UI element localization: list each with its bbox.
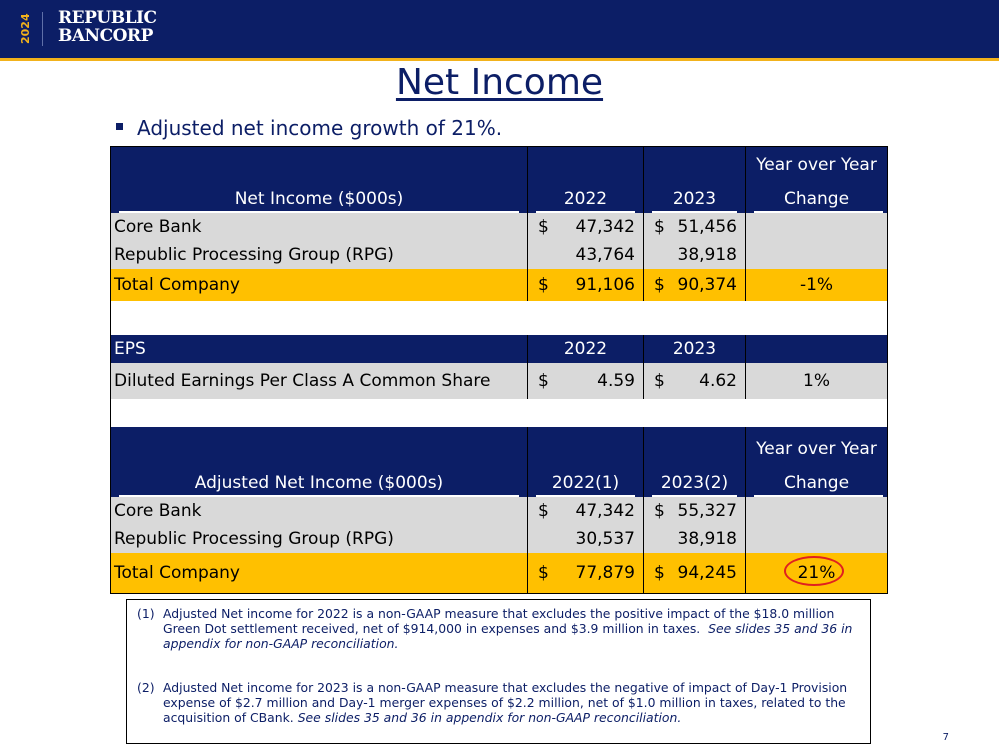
value: 30,537 xyxy=(575,529,635,549)
value: 91,106 xyxy=(575,275,635,295)
table2-header-change-cell xyxy=(745,427,887,497)
table1-header-label-cell xyxy=(111,147,527,213)
dollar-sign: $ xyxy=(538,371,549,391)
change-cell xyxy=(745,213,887,241)
spacer-row xyxy=(111,301,887,335)
row-label: Republic Processing Group (RPG) xyxy=(114,529,394,549)
change-cell xyxy=(745,525,887,553)
footnote-text xyxy=(163,606,860,651)
dollar-sign: $ xyxy=(538,217,549,237)
eps-header-row xyxy=(111,335,887,363)
footnote-text xyxy=(163,680,860,725)
table2-header-label-cell xyxy=(111,427,527,497)
table1-header-2022: 2022 xyxy=(563,189,608,209)
slide-title: Net Income xyxy=(395,62,604,103)
change-value: 21% xyxy=(797,563,836,583)
value-cell xyxy=(643,363,745,399)
footnote-number: (1) xyxy=(137,606,155,621)
eps-header-2022: 2022 xyxy=(527,335,643,363)
table-row xyxy=(111,525,887,553)
logo-line2: BANCORP xyxy=(58,26,153,46)
value-cell xyxy=(527,241,643,269)
table1-header-2022-cell xyxy=(527,147,643,213)
value-cell xyxy=(643,213,745,241)
value-cell xyxy=(527,525,643,553)
company-logo xyxy=(58,9,157,45)
change-cell xyxy=(745,497,887,525)
footnote-2 xyxy=(137,680,860,725)
dollar-sign: $ xyxy=(654,371,665,391)
table-row xyxy=(111,553,887,593)
table1-header-2023: 2023 xyxy=(672,189,717,209)
table-row xyxy=(111,363,887,399)
value: 90,374 xyxy=(677,275,737,295)
logo-divider xyxy=(42,12,43,46)
bullet-point xyxy=(116,116,502,140)
footnote-body: Adjusted Net income for 2023 is a non-GAAP measure that excludes the negative of impact of Day-1 Provision expense of $2.7 million and Day-1 merger expenses of $2.2 million, net of $1.0 million in taxes, related to the acquisition of CBank. xyxy=(163,680,848,725)
row-label: Total Company xyxy=(114,563,240,583)
footnote-1 xyxy=(137,606,860,651)
table1-header-row xyxy=(111,147,887,213)
table1-header-change: Change xyxy=(783,189,850,209)
value: 51,456 xyxy=(677,217,737,237)
value: 47,342 xyxy=(575,501,635,521)
table-row xyxy=(111,269,887,301)
table2-header-change: Change xyxy=(783,473,850,493)
table1-header-yoy: Year over Year xyxy=(756,155,877,175)
row-label: Republic Processing Group (RPG) xyxy=(114,245,394,265)
table1-header-label: Net Income ($000s) xyxy=(234,189,404,209)
footnote-body: Adjusted Net income for 2022 is a non-GAAP measure that excludes the positive impact of the $18.0 million Green Dot settlement received, net of $914,000 in expenses and $3.9 million in taxes. xyxy=(163,606,835,636)
dollar-sign: $ xyxy=(654,501,665,521)
value: 55,327 xyxy=(677,501,737,521)
value-cell xyxy=(527,553,643,593)
dollar-sign: $ xyxy=(538,563,549,583)
value-cell xyxy=(643,525,745,553)
value: 47,342 xyxy=(575,217,635,237)
row-label: Core Bank xyxy=(114,501,202,521)
value-cell xyxy=(643,241,745,269)
value-cell xyxy=(643,553,745,593)
value: 4.62 xyxy=(699,371,737,391)
change-cell xyxy=(745,241,887,269)
table2-header-2022-cell xyxy=(527,427,643,497)
bullet-square-icon xyxy=(116,123,123,130)
page-number: 7 xyxy=(942,732,949,743)
value: 38,918 xyxy=(677,245,737,265)
table2-header-2022: 2022(1) xyxy=(551,473,620,493)
footnote-number: (2) xyxy=(137,680,155,695)
value-cell xyxy=(527,363,643,399)
eps-header-2023: 2023 xyxy=(643,335,745,363)
dollar-sign: $ xyxy=(654,275,665,295)
value-cell xyxy=(527,497,643,525)
change-cell: 1% xyxy=(745,363,887,399)
value-cell xyxy=(643,269,745,301)
value-cell xyxy=(527,213,643,241)
change-cell: -1% xyxy=(745,269,887,301)
highlight-circle xyxy=(784,556,844,586)
dollar-sign: $ xyxy=(538,275,549,295)
value-cell xyxy=(643,497,745,525)
value: 43,764 xyxy=(575,245,635,265)
table2-header-yoy: Year over Year xyxy=(756,439,877,459)
dollar-sign: $ xyxy=(538,501,549,521)
change-cell xyxy=(745,553,887,593)
eps-header-label: EPS xyxy=(114,339,146,359)
spacer-row xyxy=(111,399,887,428)
header-year: 2024 xyxy=(19,13,32,45)
net-income-table xyxy=(110,146,888,594)
logo-line1: REPUBLIC xyxy=(58,8,157,28)
value-cell xyxy=(527,269,643,301)
header-bar xyxy=(0,0,999,61)
dollar-sign: $ xyxy=(654,217,665,237)
table2-header-2023-cell xyxy=(643,427,745,497)
table1-header-2023-cell xyxy=(643,147,745,213)
table1-header-change-cell xyxy=(745,147,887,213)
footnote-reference: See slides 35 and 36 in appendix for non-GAAP reconciliation. xyxy=(163,621,853,651)
value: 94,245 xyxy=(677,563,737,583)
value: 4.59 xyxy=(597,371,635,391)
value: 77,879 xyxy=(575,563,635,583)
row-label: Core Bank xyxy=(114,217,202,237)
table-row xyxy=(111,497,887,525)
bullet-text: Adjusted net income growth of 21%. xyxy=(137,116,503,140)
dollar-sign: $ xyxy=(654,563,665,583)
footnote-reference: See slides 35 and 36 in appendix for non-GAAP reconciliation. xyxy=(297,710,682,725)
table-row xyxy=(111,241,887,269)
table-row xyxy=(111,213,887,241)
row-label: Total Company xyxy=(114,275,240,295)
table2-header-label: Adjusted Net Income ($000s) xyxy=(194,473,444,493)
footnotes-box xyxy=(126,599,871,744)
table2-header-2023: 2023(2) xyxy=(660,473,729,493)
table2-header-row xyxy=(111,427,887,497)
row-label: Diluted Earnings Per Class A Common Share xyxy=(114,371,491,391)
value: 38,918 xyxy=(677,529,737,549)
eps-header-blank xyxy=(745,335,887,363)
